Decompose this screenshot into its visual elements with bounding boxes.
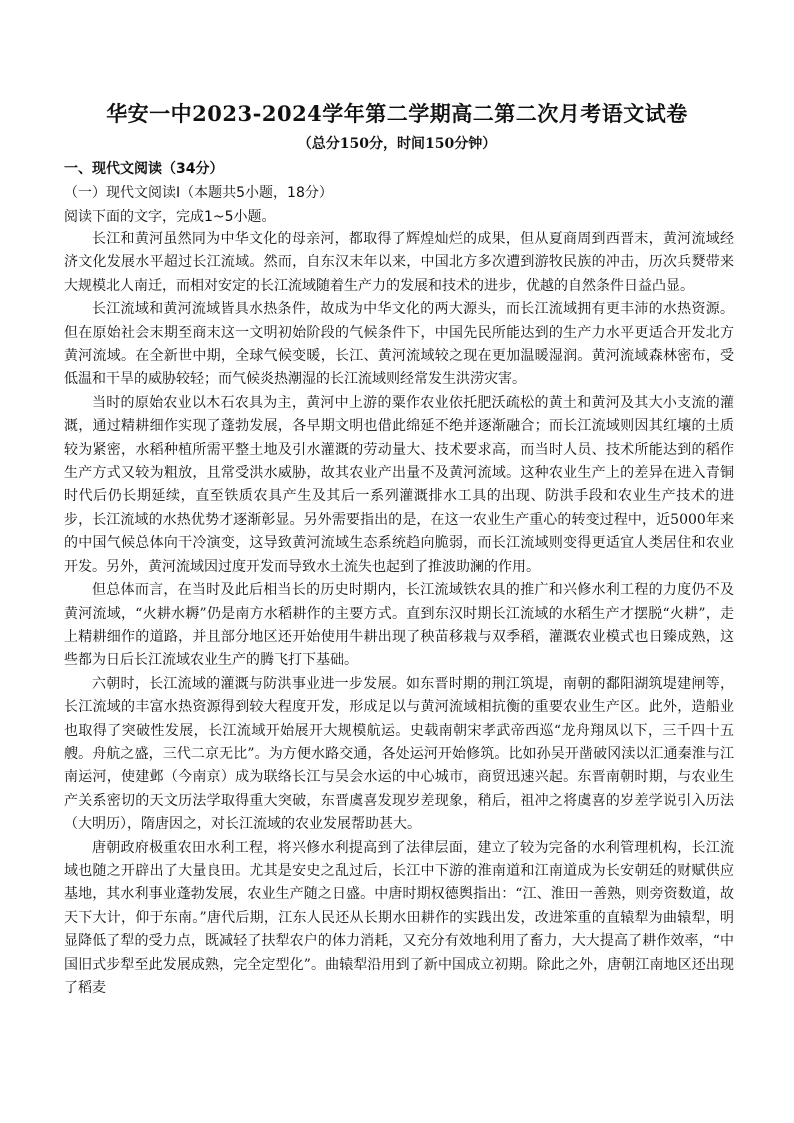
reading-instruction: 阅读下面的文字，完成1~5小题。: [64, 209, 276, 225]
exam-subtitle: （总分150分，时间150分钟）: [297, 136, 497, 152]
passage-paragraph: 唐朝政府极重农田水利工程，将兴修水利提高到了法律层面，建立了较为完备的水利管理机构，长江流域也随之开辟出了大量良田。尤其是安史之乱过后，长江中下游的淮南道和江南道成为长安朝廷的财赋供应基地，其水利事业蓬勃发展，农业生产随之日盛。中唐时期权德舆指出：“江、淮田一善熟，则旁资数道，故天下大计，仰于东南。”唐代后期，江东人民还从长期水田耕作的实践出发，改进笨重的直辕犁为曲辕犁，明显降低了犁的受力点，既减轻了扶犁农户的体力消耗，又充分有效地利用了畜力，大大提高了耕作效率，“中国旧式步犁至此发展成熟，完全定型化”。曲辕犁沿用到了新中国成立初期。除此之外，唐朝江南地区还出现了稻麦: [64, 839, 734, 996]
passage-paragraph: 长江和黄河虽然同为中华文化的母亲河，都取得了辉煌灿烂的成果，但从夏商周到西晋末，黄河流域经济文化发展水平超过长江流域。然而，自东汉末年以来，中国北方多次遭到游牧民族的冲击，历次兵燹带来大规模北人南迁，而相对安定的长江流域随着生产力的发展和技术的进步，优越的自然条件日益凸显。: [64, 231, 734, 294]
passage-paragraph: 六朝时，长江流域的灌溉与防洪事业进一步发展。如东晋时期的荆江筑堤，南朝的鄱阳湖筑堤建闸等，长江流域的丰富水热资源得到较大程度开发，形成足以与黄河流域相抗衡的重要农业生产区。此外，造船业也取得了突破性发展，长江流域开始展开大规模航运。史载南朝宋孝武帝西巡“龙舟翔凤以下，三千四十五艘。舟航之盛，三代二京无比”。为方便水路交通，各处运河开始修筑。比如孙吴开凿破冈渎以汇通秦淮与江南运河，使建邺（今南京）成为联络长江与吴会水运的中心城市，商贸迅速兴起。东晋南朝时期，与农业生产关系密切的天文历法学取得重大突破，东晋虞喜发现岁差现象，稍后，祖冲之将虞喜的岁差学说引入历法（大明历），隋唐因之，对长江流域的农业发展帮助甚大。: [64, 675, 734, 833]
section-heading: 一、现代文阅读（34分）: [64, 161, 224, 177]
reading-passage: [64, 228, 734, 1000]
passage-paragraph: 但总体而言，在当时及此后相当长的历史时期内，长江流域铁农具的推广和兴修水利工程的力度仍不及黄河流域，“火耕水耨”仍是南方水稻耕作的主要方式。直到东汉时期长江流域的水稻生产才摆脱“火耕”，走上精耕细作的道路，并且部分地区还开始使用牛耕出现了秧苗移栽与双季稻，灌溉农业模式也日臻成熟，这些都为日后长江流域农业生产的腾飞打下基础。: [64, 582, 734, 669]
passage-paragraph: 长江流域和黄河流域皆具水热条件，故成为中华文化的两大源头，而长江流域拥有更丰沛的水热资源。但在原始社会末期至商末这一文明初始阶段的气候条件下，中国先民所能达到的生产力水平更适合开发北方黄河流域。在全新世中期，全球气候变暖，长江、黄河流域较之现在更加温暖湿润。黄河流域森林密布，受低温和干旱的威胁较轻；而气候炎热潮湿的长江流域则经常发生洪涝灾害。: [64, 301, 734, 388]
exam-title: 华安一中2023-2024学年第二学期高二第二次月考语文试卷: [106, 101, 688, 126]
passage-paragraph: 当时的原始农业以木石农具为主，黄河中上游的粟作农业依托肥沃疏松的黄土和黄河及其大小支流的灌溉，通过精耕细作实现了蓬勃发展，各早期文明也借此绵延不绝并逐渐融合；而长江流域则因其红壤的土质较为紧密，水稻种植所需平整土地及引水灌溉的劳动量大、技术要求高，而当时人员、技术所能达到的稻作生产方式又较为粗放，且常受洪水威胁，故其农业产出量不及黄河流域。这种农业生产上的差异在进入青铜时代后仍长期延续，直至铁质农具产生及其后一系列灌溉排水工具的出现、防洪手段和农业生产技术的进步，长江流域的水热优势才逐渐彰显。另外需要指出的是，在这一农业生产重心的转变过程中，近5000年来的中国气候总体向干冷演变，这导致黄河流域生态系统趋向脆弱，而长江流域则变得更适宜人类居住和农业开发。另外，黄河流域因过度开发而导致水土流失也起到了推波助澜的作用。: [64, 394, 734, 575]
section-subheading: （一）现代文阅读I（本题共5小题，18分）: [64, 185, 333, 201]
